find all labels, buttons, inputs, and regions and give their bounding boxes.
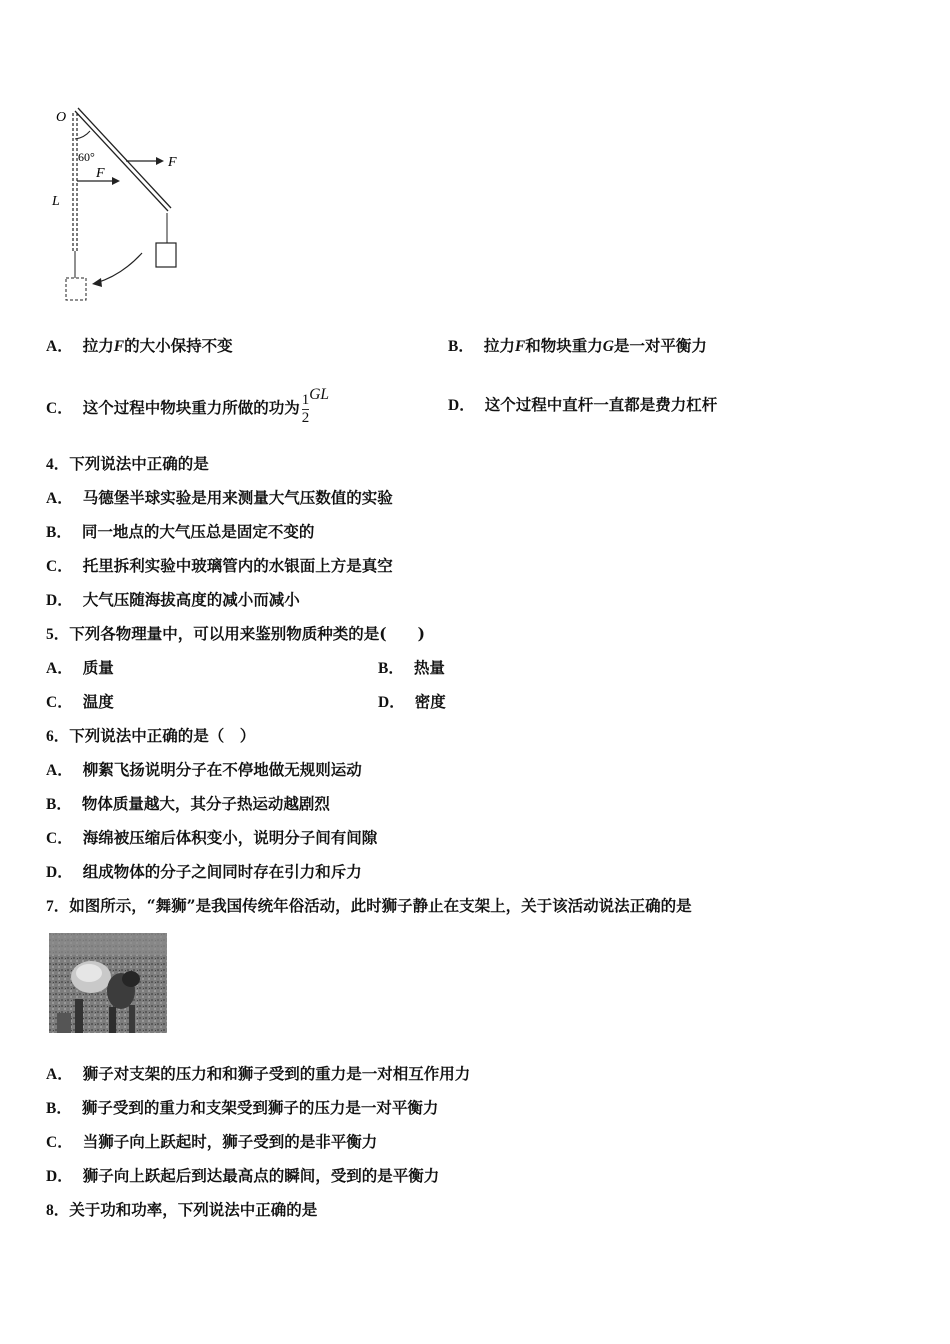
q5-option-a[interactable]: A． 质量	[46, 658, 114, 677]
force-arrowhead-lower	[112, 177, 120, 185]
q6-stem: 6．下列说法中正确的是（ ）	[46, 726, 256, 745]
q3-option-d[interactable]: D． 这个过程中直杆一直都是费力杠杆	[448, 395, 718, 414]
q4-stem: 4．下列说法中正确的是	[46, 454, 209, 473]
q5-option-d[interactable]: D． 密度	[378, 692, 446, 711]
rotated-block	[156, 243, 176, 267]
q6-option-a[interactable]: A． 柳絮飞扬说明分子在不停地做无规则运动	[46, 760, 362, 779]
q4-option-b[interactable]: B． 同一地点的大气压总是固定不变的	[46, 522, 315, 541]
q5-option-b[interactable]: B． 热量	[378, 658, 445, 677]
q3-option-b[interactable]: B． 拉力F和物块重力G是一对平衡力	[448, 336, 707, 355]
q6-option-b[interactable]: B． 物体质量越大，其分子热运动越剧烈	[46, 794, 330, 813]
q4-option-d[interactable]: D． 大气压随海拔高度的减小而减小	[46, 590, 300, 609]
label-l: L	[52, 194, 60, 209]
q7-option-c[interactable]: C． 当狮子向上跃起时，狮子受到的是非平衡力	[46, 1132, 378, 1151]
q7-stem: 7．如图所示，“舞狮”是我国传统年俗活动，此时狮子静止在支架上，关于该活动说法正确的是	[46, 896, 692, 915]
rotation-arrowhead	[92, 278, 102, 287]
force-arrowhead-upper	[156, 157, 164, 165]
q3-option-c[interactable]: C． 这个过程中物块重力所做的功为 $\frac{1}{2}$ GL	[46, 386, 330, 426]
fraction-one-half: $\frac{1}{2}$	[301, 391, 310, 426]
q6-option-d[interactable]: D． 组成物体的分子之间同时存在引力和斥力	[46, 862, 362, 881]
initial-block-dashed	[66, 278, 86, 300]
label-f-lower: F	[96, 166, 105, 181]
q3-option-a[interactable]: A． 拉力F的大小保持不变	[46, 336, 233, 355]
q4-option-c[interactable]: C． 托里拆利实验中玻璃管内的水银面上方是真空	[46, 556, 393, 575]
label-f-upper: F	[168, 155, 177, 170]
rotation-arrow	[96, 253, 142, 283]
q5-stem: 5．下列各物理量中，可以用来鉴别物质种类的是( )	[46, 624, 425, 643]
q4-option-a[interactable]: A． 马德堡半球实验是用来测量大气压数值的实验	[46, 488, 393, 507]
label-o: O	[56, 110, 67, 125]
lion-dance-photo	[49, 933, 167, 1033]
q6-option-c[interactable]: C． 海绵被压缩后体积变小，说明分子间有间隙	[46, 828, 378, 847]
q7-option-a[interactable]: A． 狮子对支架的压力和和狮子受到的重力是一对相互作用力	[46, 1064, 471, 1083]
q8-stem: 8．关于功和功率，下列说法中正确的是	[46, 1200, 318, 1219]
lever-diagram	[44, 103, 194, 308]
q5-option-c[interactable]: C． 温度	[46, 692, 114, 711]
q7-option-d[interactable]: D． 狮子向上跃起后到达最高点的瞬间，受到的是平衡力	[46, 1166, 440, 1185]
q7-option-b[interactable]: B． 狮子受到的重力和支架受到狮子的压力是一对平衡力	[46, 1098, 439, 1117]
label-angle: 60°	[78, 150, 95, 164]
